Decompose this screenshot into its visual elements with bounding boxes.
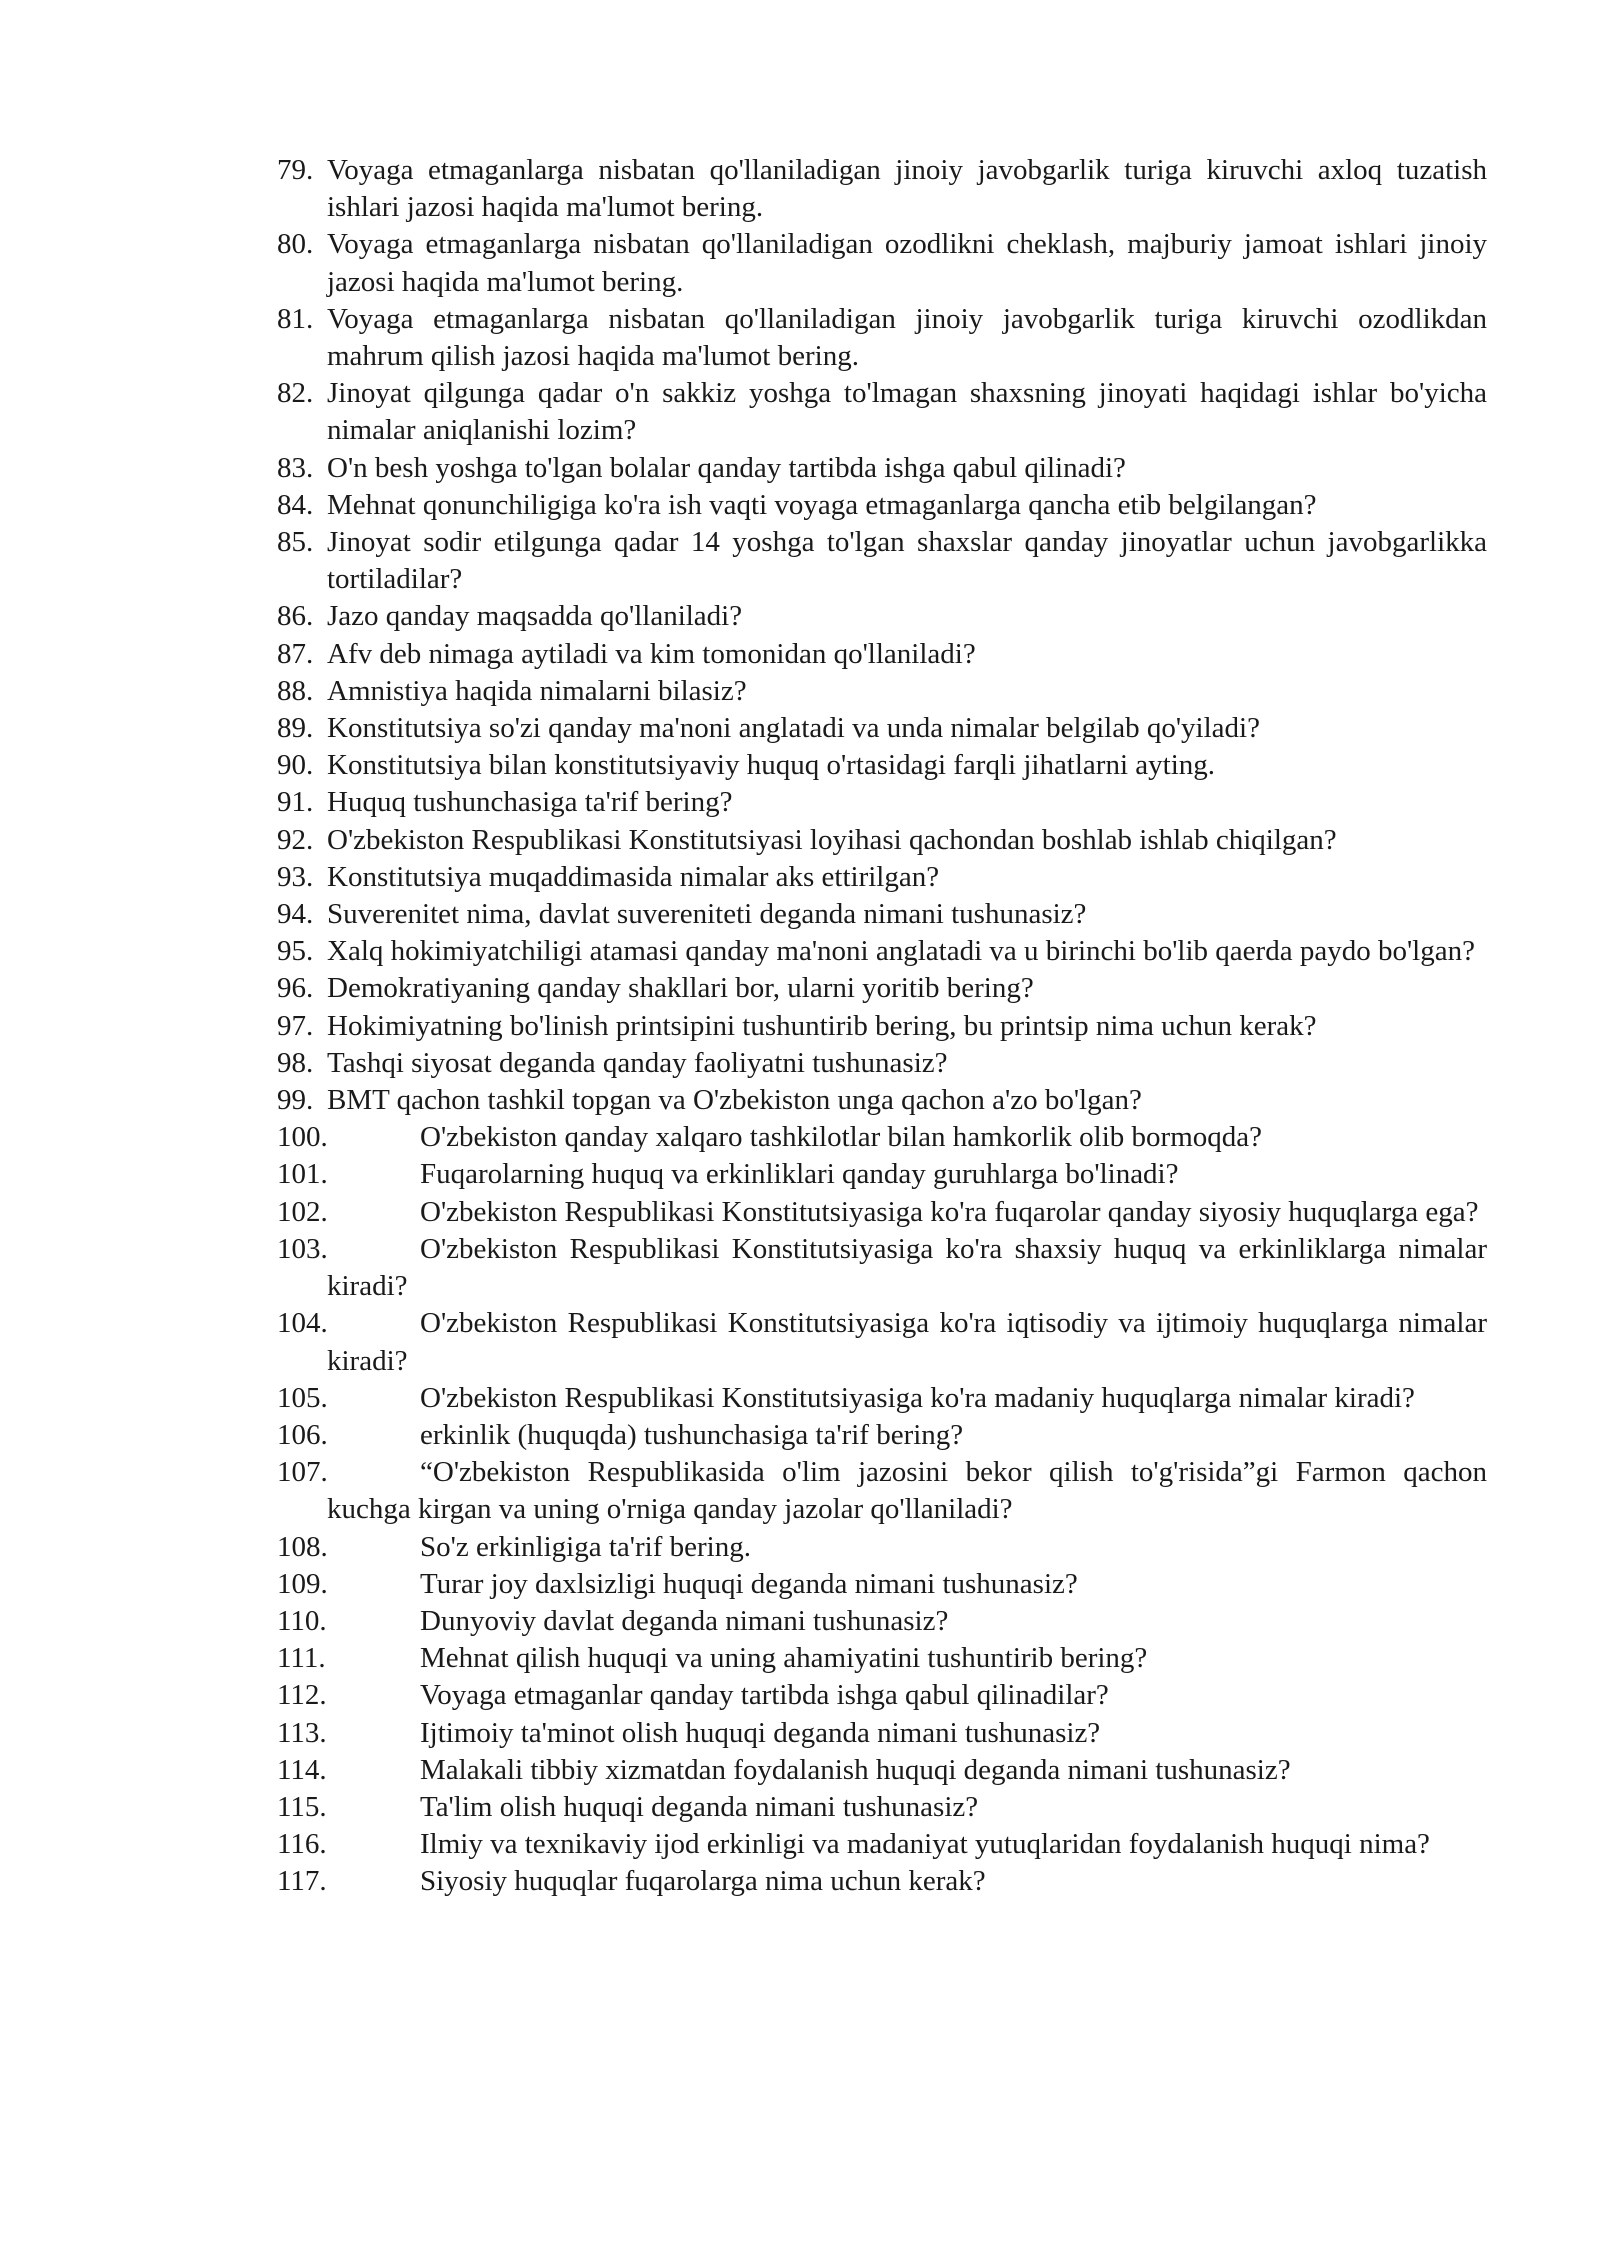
- question-item: [277, 1640, 1487, 1677]
- question-number: 94.: [277, 898, 314, 931]
- question-text: Voyaga etmaganlarga nisbatan qo'llaniladigan ozodlikni cheklash, majburiy jamoat ishlari jinoiy jazosi haqida ma'lumot bering.: [327, 228, 1487, 298]
- question-number: 113.: [277, 1716, 327, 1749]
- question-number: 109.: [277, 1567, 328, 1600]
- question-text: BMT qachon tashkil topgan va O'zbekiston unga qachon a'zo bo'lgan?: [327, 1084, 1142, 1117]
- question-text: Fuqarolarning huquq va erkinliklari qanday guruhlarga bo'linadi?: [420, 1158, 1179, 1191]
- question-text: O'zbekiston Respublikasi Konstitutsiyasiga ko'ra iqtisodiy va ijtimoiy huquqlarga nimalar kiradi?: [327, 1307, 1487, 1377]
- question-text: Xalq hokimiyatchiligi atamasi qanday ma'noni anglatadi va u birinchi bo'lib qaerda paydo bo'lgan?: [327, 935, 1475, 968]
- question-number: 102.: [277, 1195, 328, 1228]
- question-number: 88.: [277, 674, 314, 707]
- question-text: O'zbekiston Respublikasi Konstitutsiyasiga ko'ra shaxsiy huquq va erkinliklarga nimalar kiradi?: [327, 1232, 1487, 1303]
- question-item: [277, 673, 1487, 710]
- question-number: 115.: [277, 1790, 327, 1823]
- question-item: [277, 710, 1487, 747]
- question-text: Konstitutsiya muqaddimasida nimalar aks ettirilgan?: [327, 860, 940, 893]
- question-number: 81.: [277, 302, 314, 335]
- question-item: [277, 1231, 1487, 1305]
- question-text: O'zbekiston qanday xalqaro tashkilotlar bilan hamkorlik olib bormoqda?: [420, 1121, 1262, 1154]
- question-number: 84.: [277, 488, 314, 521]
- question-number: 114.: [277, 1753, 327, 1786]
- question-number: 110.: [277, 1604, 327, 1637]
- question-text: O'zbekiston Respublikasi Konstitutsiyasiga ko'ra madaniy huquqlarga nimalar kiradi?: [420, 1381, 1415, 1414]
- question-text: Amnistiya haqida nimalarni bilasiz?: [327, 674, 747, 707]
- question-text: Malakali tibbiy xizmatdan foydalanish huquqi deganda nimani tushunasiz?: [420, 1753, 1291, 1786]
- question-item: [277, 301, 1487, 375]
- question-item: [277, 1826, 1487, 1863]
- question-number: 82.: [277, 377, 314, 410]
- question-item: [277, 933, 1487, 970]
- question-text: Mehnat qonunchiligiga ko'ra ish vaqti voyaga etmaganlarga qancha etib belgilangan?: [327, 488, 1317, 521]
- question-number: 96.: [277, 972, 314, 1005]
- question-item: [277, 859, 1487, 896]
- question-number: 99.: [277, 1084, 314, 1117]
- question-text: Tashqi siyosat deganda qanday faoliyatni tushunasiz?: [327, 1046, 948, 1079]
- question-item: [277, 226, 1487, 300]
- question-item: [277, 487, 1487, 524]
- question-number: 100.: [277, 1121, 328, 1154]
- question-number: 117.: [277, 1865, 327, 1898]
- question-text: Dunyoviy davlat deganda nimani tushunasiz?: [420, 1604, 949, 1637]
- question-item: [277, 1156, 1487, 1193]
- question-text: Turar joy daxlsizligi huquqi deganda nimani tushunasiz?: [420, 1567, 1078, 1600]
- question-number: 92.: [277, 823, 314, 856]
- question-item: [277, 784, 1487, 821]
- question-item: [277, 1417, 1487, 1454]
- question-item: [277, 450, 1487, 487]
- question-item: [277, 1045, 1487, 1082]
- question-number: 83.: [277, 451, 314, 484]
- question-text: O'zbekiston Respublikasi Konstitutsiyasiga ko'ra fuqarolar qanday siyosiy huquqlarga ega?: [420, 1195, 1479, 1228]
- question-item: [277, 1454, 1487, 1528]
- question-item: [277, 1305, 1487, 1379]
- question-number: 106.: [277, 1418, 328, 1451]
- question-item: [277, 1603, 1487, 1640]
- question-item: [277, 1752, 1487, 1789]
- question-text: Ilmiy va texnikaviy ijod erkinligi va madaniyat yutuqlaridan foydalanish huquqi nima?: [420, 1828, 1430, 1861]
- question-number: 89.: [277, 712, 314, 745]
- question-item: [277, 1008, 1487, 1045]
- question-item: [277, 1194, 1487, 1231]
- question-item: [277, 1715, 1487, 1752]
- question-text: Afv deb nimaga aytiladi va kim tomonidan qo'llaniladi?: [327, 637, 976, 670]
- question-item: [277, 1119, 1487, 1156]
- question-item: [277, 1677, 1487, 1714]
- question-text: Demokratiyaning qanday shakllari bor, ularni yoritib bering?: [327, 972, 1034, 1005]
- question-number: 95.: [277, 935, 314, 968]
- question-text: Voyaga etmaganlarga nisbatan qo'llaniladigan jinoiy javobgarlik turiga kiruvchi ozodlikdan mahrum qilish jazosi haqida ma'lumot bering.: [327, 302, 1487, 373]
- question-number: 116.: [277, 1828, 327, 1861]
- question-number: 103.: [277, 1232, 328, 1265]
- question-number: 91.: [277, 786, 314, 819]
- question-text: Voyaga etmaganlar qanday tartibda ishga qabul qilinadilar?: [420, 1679, 1109, 1712]
- question-text: “O'zbekiston Respublikasida o'lim jazosini bekor qilish to'g'risida”gi Farmon qachon kuchga kirgan va uning o'rniga qanday jazolar qo'llaniladi?: [327, 1456, 1487, 1526]
- question-number: 111.: [277, 1642, 326, 1675]
- question-item: [277, 524, 1487, 598]
- question-item: [277, 598, 1487, 635]
- question-item: [277, 375, 1487, 449]
- question-item: [277, 822, 1487, 859]
- question-number: 107.: [277, 1456, 328, 1489]
- question-number: 85.: [277, 526, 314, 559]
- question-text: Jinoyat qilgunga qadar o'n sakkiz yoshga to'lmagan shaxsning jinoyati haqidagi ishlar bo'yicha nimalar aniqlanishi lozim?: [327, 377, 1487, 447]
- question-item: [277, 636, 1487, 673]
- question-text: Siyosiy huquqlar fuqarolarga nima uchun kerak?: [420, 1865, 986, 1898]
- question-number: 97.: [277, 1009, 314, 1042]
- question-item: [277, 896, 1487, 933]
- question-number: 80.: [277, 228, 314, 261]
- question-text: Konstitutsiya bilan konstitutsiyaviy huquq o'rtasidagi farqli jihatlarni ayting.: [327, 749, 1215, 782]
- question-list: [277, 152, 1487, 1901]
- question-item: [277, 152, 1487, 226]
- question-text: Suverenitet nima, davlat suvereniteti deganda nimani tushunasiz?: [327, 898, 1087, 931]
- question-number: 87.: [277, 637, 314, 670]
- question-text: Jinoyat sodir etilgunga qadar 14 yoshga to'lgan shaxslar qanday jinoyatlar uchun javobgarlikka tortiladilar?: [327, 526, 1487, 596]
- question-number: 104.: [277, 1307, 328, 1340]
- question-text: Jazo qanday maqsadda qo'llaniladi?: [327, 600, 743, 633]
- question-item: [277, 1789, 1487, 1826]
- question-number: 105.: [277, 1381, 328, 1414]
- question-text: Ta'lim olish huquqi deganda nimani tushunasiz?: [420, 1790, 979, 1823]
- question-text: Ijtimoiy ta'minot olish huquqi deganda nimani tushunasiz?: [420, 1716, 1101, 1749]
- question-item: [277, 1529, 1487, 1566]
- question-number: 86.: [277, 600, 314, 633]
- question-text: O'zbekiston Respublikasi Konstitutsiyasi loyihasi qachondan boshlab ishlab chiqilgan?: [327, 823, 1337, 856]
- question-item: [277, 1566, 1487, 1603]
- question-number: 90.: [277, 749, 314, 782]
- question-text: Hokimiyatning bo'linish printsipini tushuntirib bering, bu printsip nima uchun kerak?: [327, 1009, 1317, 1042]
- question-text: erkinlik (huquqda) tushunchasiga ta'rif bering?: [420, 1418, 964, 1451]
- question-item: [277, 1082, 1487, 1119]
- question-number: 112.: [277, 1679, 327, 1712]
- question-text: Voyaga etmaganlarga nisbatan qo'llaniladigan jinoiy javobgarlik turiga kiruvchi axloq tuzatish ishlari jazosi haqida ma'lumot bering.: [327, 154, 1487, 224]
- question-number: 101.: [277, 1158, 328, 1191]
- question-item: [277, 1863, 1487, 1900]
- question-text: Konstitutsiya so'zi qanday ma'noni anglatadi va unda nimalar belgilab qo'yiladi?: [327, 712, 1260, 745]
- question-item: [277, 747, 1487, 784]
- question-text: So'z erkinligiga ta'rif bering.: [420, 1530, 751, 1563]
- question-item: [277, 970, 1487, 1007]
- question-item: [277, 1380, 1487, 1417]
- question-number: 79.: [277, 154, 314, 186]
- question-text: Huquq tushunchasiga ta'rif bering?: [327, 786, 733, 819]
- question-number: 98.: [277, 1046, 314, 1079]
- question-number: 108.: [277, 1530, 328, 1563]
- question-number: 93.: [277, 860, 314, 893]
- question-text: O'n besh yoshga to'lgan bolalar qanday tartibda ishga qabul qilinadi?: [327, 451, 1126, 484]
- question-text: Mehnat qilish huquqi va uning ahamiyatini tushuntirib bering?: [420, 1642, 1148, 1675]
